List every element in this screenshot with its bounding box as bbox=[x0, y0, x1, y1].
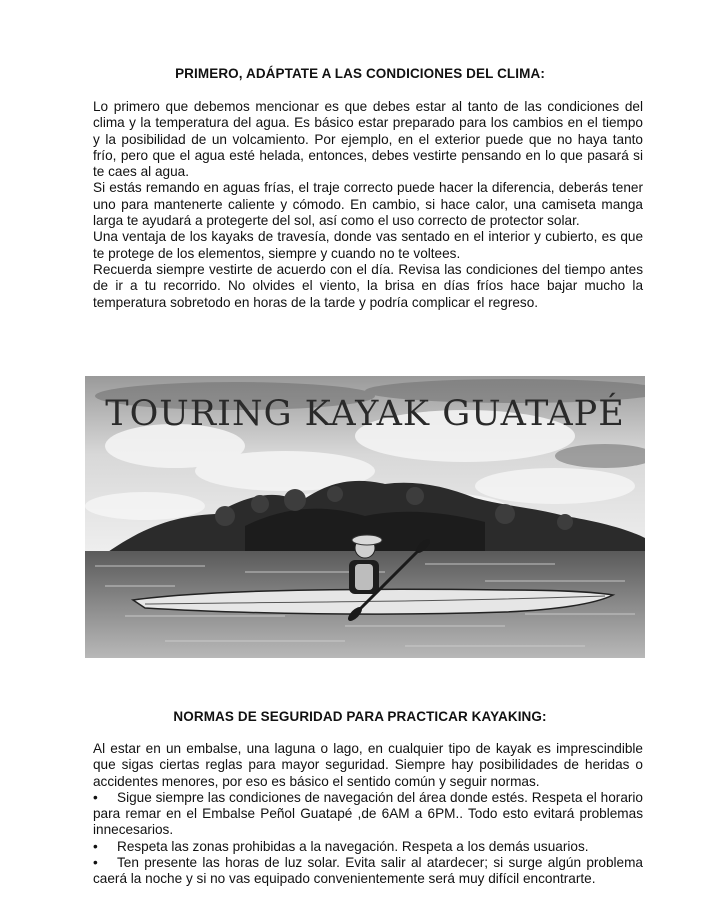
list-item bbox=[93, 839, 643, 855]
list-item-text: Respeta las zonas prohibidas a la navegación. Respeta a los demás usuarios. bbox=[117, 838, 589, 854]
section-body-climate bbox=[93, 99, 643, 311]
photo-title: TOURING KAYAK GUATAPÉ bbox=[105, 394, 625, 434]
section-heading-safety: NORMAS DE SEGURIDAD PARA PRACTICAR KAYAKING: bbox=[173, 709, 547, 724]
section-body-safety bbox=[93, 741, 643, 888]
bullet: • bbox=[93, 855, 98, 871]
kayak-photo bbox=[85, 376, 645, 658]
section-heading-climate: PRIMERO, ADÁPTATE A LAS CONDICIONES DEL CLIMA: bbox=[175, 66, 545, 81]
bullet: • bbox=[93, 789, 98, 805]
bullet: • bbox=[93, 838, 98, 854]
paragraph: Recuerda siempre vestirte de acuerdo con el día. Revisa las condiciones del tiempo antes de ir a tu recorrido. No olvides el viento, la brisa en días fríos hace bajar mucho la temperatura sobretodo en horas de la tarde y podría complicar el regreso. bbox=[93, 261, 643, 310]
list-item-text: Sigue siempre las condiciones de navegación del área donde estés. Respeta el horario para remar en el Embalse Peñol Guatapé ,de 6AM a 6PM.. Todo esto evitará problemas innecesarios. bbox=[93, 789, 643, 838]
paragraph: Si estás remando en aguas frías, el traje correcto puede hacer la diferencia, deberás tener uno para mantenerte caliente y cómodo. En cambio, si hace calor, una camiseta manga larga te ayudará a protegerte del sol, así como el uso correcto de protector solar. bbox=[93, 180, 643, 229]
list-item bbox=[93, 855, 643, 888]
list-item-text: Ten presente las horas de luz solar. Evita salir al atardecer; si surge algún problema caerá la noche y si no vas equipado convenientemente será muy difícil encontrarte. bbox=[93, 855, 643, 887]
list-item bbox=[93, 790, 643, 839]
paragraph: Lo primero que debemos mencionar es que debes estar al tanto de las condiciones del clima y la temperatura del agua. Es básico estar preparado para los cambios en el tiempo y la posibilidad de un volcamiento. Por ejemplo, en el exterior puede que no haya tanto frío, pero que el agua esté helada, entonces, debes vestirte pensando en lo que pasará si te caes al agua. bbox=[93, 99, 643, 180]
paragraph: Al estar en un embalse, una laguna o lago, en cualquier tipo de kayak es imprescindible que sigas ciertas reglas para mayor seguridad. Siempre hay posibilidades de heridas o accidentes menores, por eso es básico el sentido común y seguir normas. bbox=[93, 741, 643, 789]
paragraph: Una ventaja de los kayaks de travesía, donde vas sentado en el interior y cubierto, es que te protege de los elementos, siempre y cuando no te voltees. bbox=[93, 229, 643, 261]
